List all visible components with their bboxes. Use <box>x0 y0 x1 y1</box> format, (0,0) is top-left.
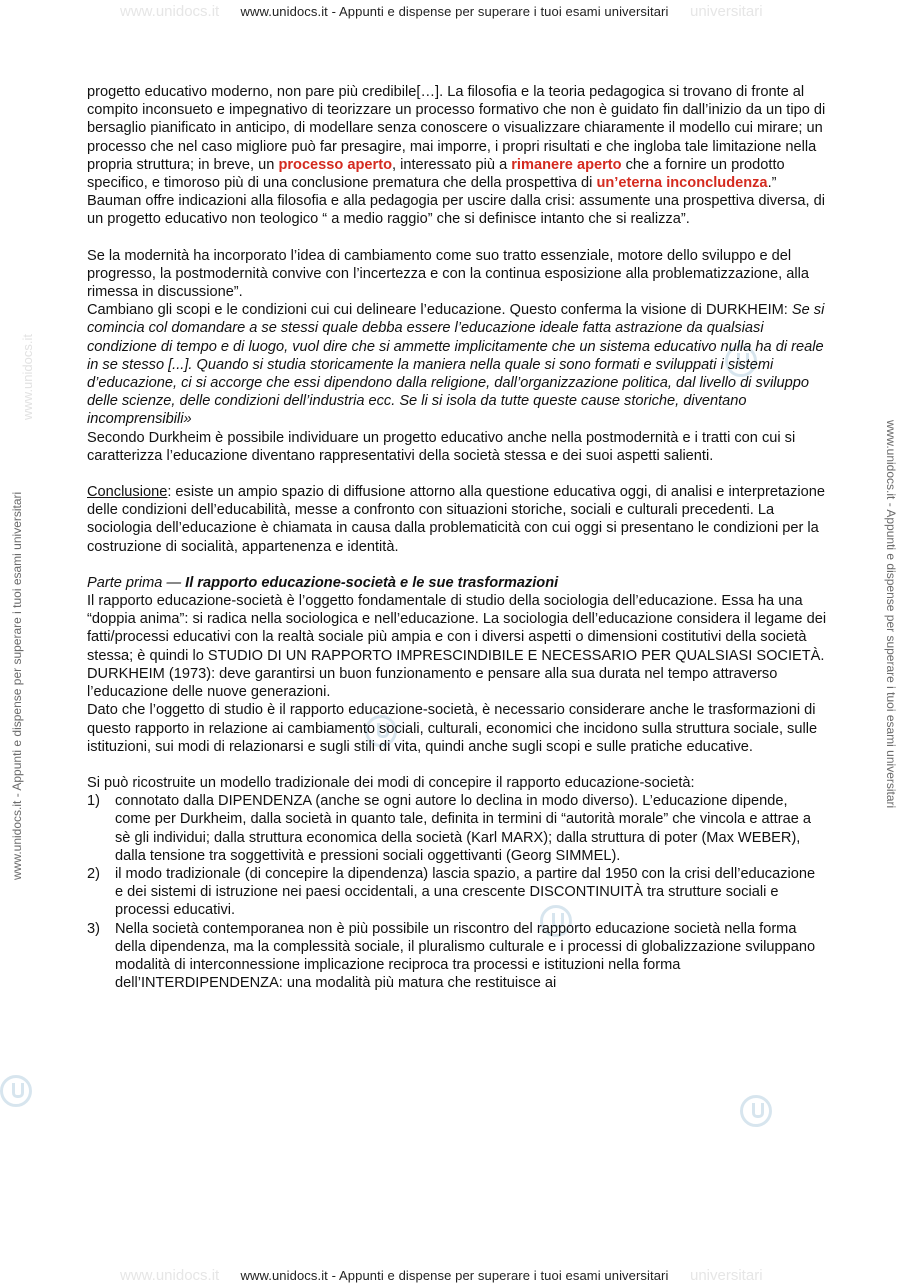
paragraph-bauman-quote: progetto educativo moderno, non pare più credibile[…]. La filosofia e la teoria pedagogica si trovano di fronte al compito inconsueto e impegnativo di teorizzare un processo formativo che non è guidato fin dall’inizio da un tipo di bersaglio pianificato in anticipo, di modellare senza conoscere o visualizzare chiaramente il modello cui mirare; un processo che nel caso migliore può far presagire, mai imporre, i propri risultati e che ingloba tale limitazione nella propria struttura; in breve, un processo aperto, interessato più a rimanere aperto che a fornire un prodotto specifico, e timoroso più di una conclusione prematura che della prospettiva di un’eterna inconcludenza.” <box>87 84 826 192</box>
unidocs-logo-icon <box>0 1075 32 1107</box>
conclusione-label: Conclusione <box>87 484 168 501</box>
paragraph-trasformazioni: Dato che l’oggetto di studio è il rapporto educazione-società, è necessario considerare anche le trasformazioni di questo rapporto in relazione ai cambiamento sociali, culturali, economici che incidono sulla struttura sociale, sulle istituzioni, sui modi di relazionarsi e sugli stili di vita, quindi anche sugli scopi e sulle pratiche educative. <box>87 702 818 755</box>
watermark-ghost-left-bottom: www.unidocs.it <box>120 1267 220 1284</box>
highlight-rimanere-aperto: rimanere aperto <box>511 156 622 173</box>
list-item: 3) Nella società contemporanea non è più possibile un riscontro del rapporto educazione società nella forma della dipendenza, ma la complessità sociale, il pluralismo culturale e i processi di globalizzazione sviluppano modalità di interconnessione implicazione reciproca tra processi e istituzioni nella forma dell’INTERDIPENDENZA: una modalità più matura che restituisce ai <box>87 920 816 992</box>
watermark-ghost-left: www.unidocs.it <box>120 3 220 20</box>
section-title: Il rapporto educazione-società e le sue trasformazioni <box>185 574 559 591</box>
watermark-side-ghost: www.unidocs.it <box>20 334 35 420</box>
document-body <box>87 83 827 992</box>
list-item: 2) il modo tradizionale (di concepire la dipendenza) lascia spazio, a partire dal 1950 con la crisi dell’educazione e dei sistemi di istruzione nei paesi occidentali, a una crescente DISCONTINUITÀ tra strutture sociali e processi educativi. <box>87 865 816 919</box>
list-item: 1) connotato dalla DIPENDENZA (anche se ogni autore lo declina in modo diverso). L’educazione dipende, come per Durkheim, dalla società in quanto tale, definita in termini di “autorità morale” che vincola e attrae a sè gli individui; dalla struttura economica della società (Karl MARX); dalla struttura di poter (Max WEBER), dalla tensione tra soggettività e pressioni sociali oggettivanti (Georg SIMMEL). <box>87 793 811 864</box>
unidocs-logo-icon <box>740 1095 772 1127</box>
paragraph-durkheim-1973: DURKHEIM (1973): deve garantirsi un buon funzionamento e pensare alla sua durata nel tempo attraverso l’educazione delle nuove generazioni. <box>87 665 778 701</box>
watermark-ghost-right-bottom: universitari <box>690 1267 763 1284</box>
paragraph-conclusione: Conclusione: esiste un ampio spazio di diffusione attorno alla questione educativa oggi, di analisi e interpretazione delle condizioni dell’educabilità, messe a confronto con situazioni storiche, sociali e culturali precedenti. La sociologia dell’educazione è chiamata in causa dalla problematicità con cui oggi si presentano le condizioni per la costruzione di socialità, appartenenza e identità. <box>87 484 826 555</box>
numbered-list <box>87 792 827 992</box>
highlight-eterna-inconcludenza: un’eterna inconcludenza <box>596 175 768 192</box>
highlight-processo-aperto: processo aperto <box>278 156 392 173</box>
watermark-banner-bottom: www.unidocs.it - Appunti e dispense per superare i tuoi esami universitari <box>240 1268 669 1283</box>
paragraph-durkheim-postmodernita: Secondo Durkheim è possibile individuare un progetto educativo anche nella postmodernità e i tratti con cui si caratterizza l’educazione diventano rappresentativi della società stessa e dei suoi aspetti salienti. <box>87 429 796 464</box>
section-heading: Parte prima — Il rapporto educazione-società e le sue trasformazioni <box>87 574 559 591</box>
paragraph-modello: Si può ricostruite un modello tradizionale dei modi di concepire il rapporto educazione-società: <box>87 774 695 791</box>
watermark-side-left: www.unidocs.it - Appunti e dispense per superare i tuoi esami universitari <box>10 491 24 880</box>
paragraph-modernita: Se la modernità ha incorporato l’idea di cambiamento come suo tratto essenziale, motore dello sviluppo e del progresso, la postmodernità convive con l’incertezza e con la continua esposizione alla problematizzazione, alla rimessa in discussione”. <box>87 247 809 301</box>
paragraph-durkheim-visione: Cambiano gli scopi e le condizioni cui cui delineare l’educazione. Questo conferma la visione di DURKHEIM: Se si comincia col domandare a se stessi quale debba essere l’educazione ideale fatta astrazione da qualsiasi condizione di tempo e di luogo, vuol dire che si ammette implicitamente che un sistema educativo nulla ha di reale in se stesso [...]. Quando si studia storicamente la maniera nella quale si sono formati e sviluppati i sistemi d’educazione, ci si accorge che essi dipendono dalla religione, dall’organizzazione politica, dal livello di sviluppo delle scienze, delle condizioni dell’industria ecc. Se li si isola da tutte queste cause storiche, diventano incomprensibili» <box>87 302 825 428</box>
durkheim-quote: Se si comincia col domandare a se stessi quale debba essere l’educazione ideale fatta astrazione da qualsiasi condizione di tempo e di luogo, vuol dire che si ammette implicitamente che un sistema educativo nulla ha di reale in se stesso [...]. Quando si studia storicamente la maniera nella quale si sono formati e sviluppati i sistemi d’educazione, ci si accorge che essi dipendono dalla religione, dall’organizzazione politica, dal livello di sviluppo delle scienze, delle condizioni dell’industria ecc. Se li si isola da tutte queste cause storiche, diventano incomprensibili» <box>87 302 825 428</box>
watermark-ghost-right: universitari <box>690 3 763 20</box>
watermark-banner-top: www.unidocs.it - Appunti e dispense per superare i tuoi esami universitari <box>240 4 669 19</box>
paragraph-bauman-indicazioni: Bauman offre indicazioni alla filosofia e alla pedagogia per uscire dalla crisi: assumente una prospettiva diversa, di un progetto educativo non teologico “ a medio raggio” che si definisce intanto che si realizza”. <box>87 193 825 228</box>
watermark-side-right: www.unidocs.it - Appunti e dispense per superare i tuoi esami universitari <box>884 420 898 809</box>
paragraph-rapporto: Il rapporto educazione-società è l’oggetto fondamentale di studio della sociologia dell’educazione. Essa ha una “doppia anima”: si radica nella sociologica e nell’educazione. La sociologia dell’educazione considera il legame dei fatti/processi educativi con la realtà sociale più ampia e con i diversi aspetti o dimensioni costitutivi della società stessa; è quindi lo STUDIO DI UN RAPPORTO IMPRESCINDIBILE E NECESSARIO PER QUALSIASI SOCIETÀ. <box>87 593 827 664</box>
